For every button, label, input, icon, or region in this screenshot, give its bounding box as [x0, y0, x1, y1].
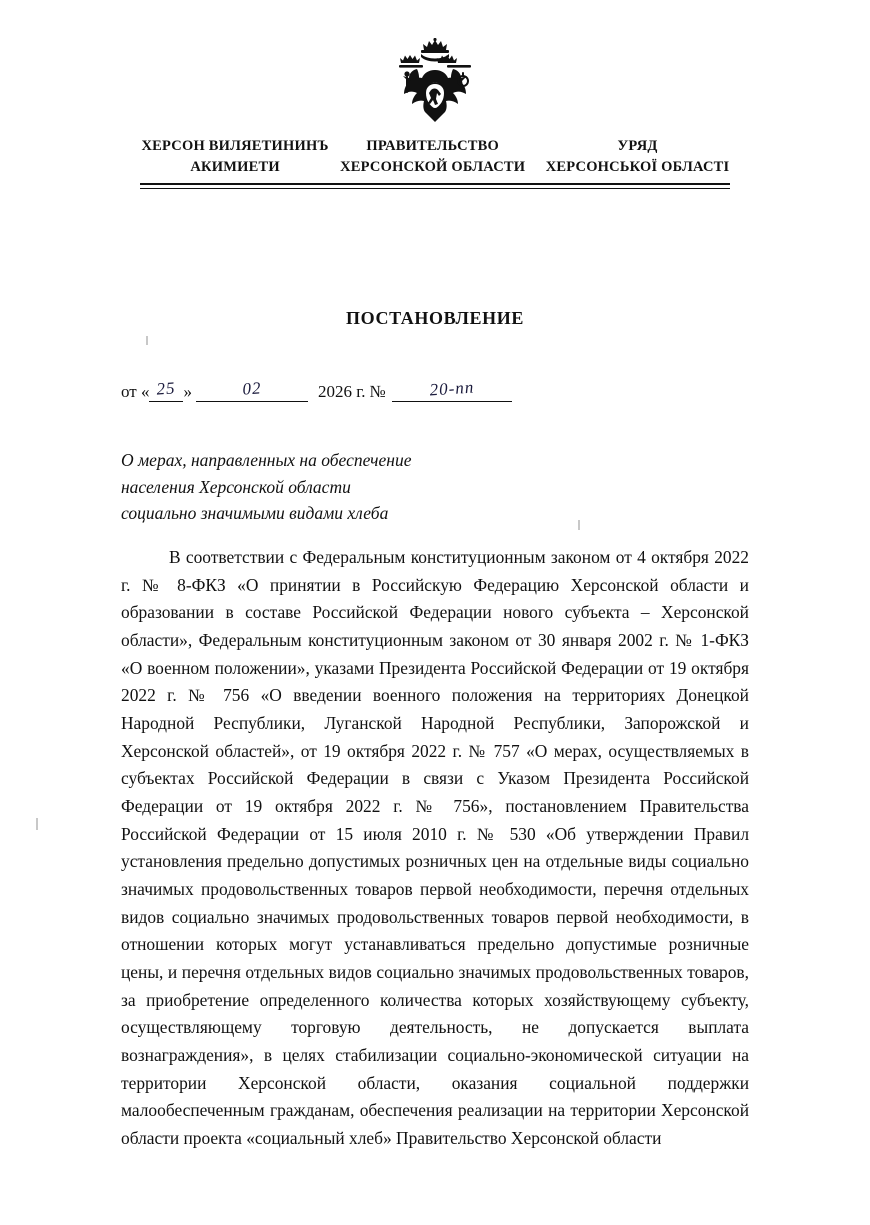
document-number-label: №: [369, 382, 386, 401]
emblem-container: [0, 38, 870, 129]
header-tatar-line1: ХЕРСОН ВИЛЯЕТИНИНЪ: [141, 138, 329, 154]
header-titles: [140, 136, 740, 178]
scan-artifact: [146, 336, 148, 345]
date-from-label: от «: [121, 382, 150, 401]
date-month-value: 02: [241, 378, 263, 399]
date-day-value: 25: [156, 378, 177, 399]
date-day-field[interactable]: [149, 378, 183, 402]
date-line: [121, 377, 512, 402]
subject-line-3: социально значимыми видами хлеба: [121, 503, 389, 524]
date-quote-close: »: [183, 382, 192, 401]
scan-artifact: [578, 520, 580, 530]
date-year: 2026 г.: [317, 382, 366, 401]
body-paragraph: В соответствии с Федеральным конституционным законом от 4 октября 2022 г. № 8-ФКЗ «О принятии в Российскую Федерацию Херсонской области и образовании в составе Российской Федерации нового субъекта – Херсонской области», Федеральным конституционным законом от 30 января 2002 г. № 1-ФКЗ «О военном положении», указами Президента Российской Федерации от 19 октября 2022 г. № 756 «О введении военного положения на территориях Донецкой Народной Республики, Луганской Народной Республики, Запорожской и Херсонской областей», от 19 октября 2022 г. № 757 «О мерах, осуществляемых в субъектах Российской Федерации в связи с Указом Президента Российской Федерации от 19 октября 2022 г. № 756», постановлением Правительства Российской Федерации от 15 июля 2010 г. № 530 «Об утверждении Правил установления предельно допустимых розничных цен на отдельные виды социально значимых продовольственных товаров первой необходимости, перечня отдельных видов социально значимых продовольственных товаров первой необходимости, в отношении которых могут устанавливаться предельно допустимые розничные цены, и перечня отдельных видов социально значимых продовольственных товаров, за приобретение определенного количества которых хозяйствующему субъекту, осуществляющему торговую деятельность, не допускается выплата вознаграждения», в целях стабилизации социально-экономической ситуации на территории Херсонской области, оказания социальной поддержки малообеспеченным гражданам, обеспечения реализации на территории Херсонской области проекта «социальный хлеб» Правительство Херсонской области: [121, 547, 749, 1149]
header-title-ukrainian: [535, 136, 740, 178]
document-body: [121, 544, 749, 1153]
page-title: ПОСТАНОВЛЕНИЕ: [346, 308, 524, 328]
header-divider: [140, 183, 730, 189]
header-russian-line2: ХЕРСОНСКОЙ ОБЛАСТИ: [340, 159, 526, 176]
header-ukrainian-line2: ХЕРСОНСЬКОЇ ОБЛАСТІ: [545, 159, 730, 176]
document-number-field[interactable]: [392, 377, 512, 402]
subject-line-1: О мерах, направленных на обеспечение: [121, 450, 412, 470]
header-title-russian: [330, 136, 535, 178]
scan-artifact: [36, 818, 38, 830]
document-subject: [121, 447, 541, 527]
header-tatar-line2: АКИМИЕТИ: [190, 159, 280, 176]
subject-line-2: населения Херсонской области: [121, 476, 351, 497]
russian-double-headed-eagle-coat-of-arms-icon: [387, 38, 483, 124]
document-number-value: 20-пп: [428, 377, 475, 400]
date-month-field[interactable]: [196, 378, 308, 402]
header-title-tatar: [140, 136, 330, 178]
header-ukrainian-line1: УРЯД: [617, 138, 658, 154]
header-russian-line1: ПРАВИТЕЛЬСТВО: [366, 138, 499, 154]
